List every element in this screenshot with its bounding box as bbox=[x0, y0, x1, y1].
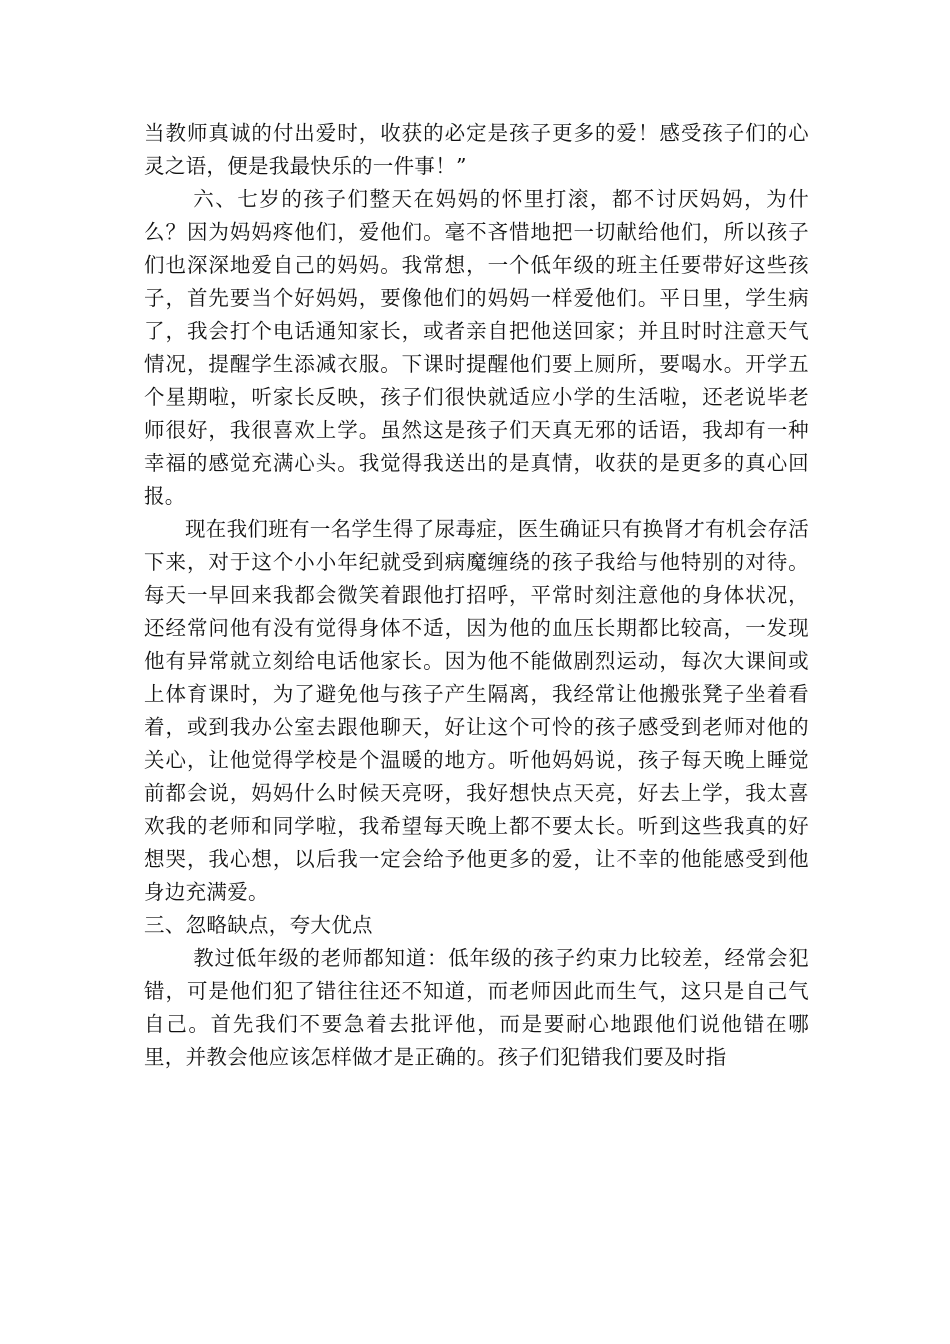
paragraph-continuation: 当教师真诚的付出爱时，收获的必定是孩子更多的爱！感受孩子们的心灵之语，便是我最快乐的一件事！” bbox=[144, 121, 809, 178]
paragraph-sick-student: 现在我们班有一名学生得了尿毒症，医生确证只有换肾才有机会存活下来，对于这个小小年纪就受到病魔缠绕的孩子我给与他特别的对待。每天一早回来我都会微笑着跟他打招呼，平常时刻注意他的身体状况，还经常问他有没有觉得身体不适，因为他的血压长期都比较高，一发现他有异常就立刻给电话他家长。因为他不能做剧烈运动，每次大课间或上体育课时，为了避免他与孩子产生隔离，我经常让他搬张凳子坐着看着，或到我办公室去跟他聊天，好让这个可怜的孩子感受到老师对他的关心，让他觉得学校是个温暖的地方。听他妈妈说，孩子每天晚上睡觉前都会说，妈妈什么时候天亮呀，我好想快点天亮，好去上学，我太喜欢我的老师和同学啦，我希望每天晚上都不要太长。听到这些我真的好想哭，我心想，以后我一定会给予他更多的爱，让不幸的他能感受到他身边充满爱。 bbox=[144, 517, 809, 904]
section-heading: 三、忽略缺点，夸大优点 bbox=[144, 913, 373, 937]
body-text bbox=[144, 117, 809, 1074]
paragraph-love-like-mother: 六、七岁的孩子们整天在妈妈的怀里打滚，都不讨厌妈妈，为什么？因为妈妈疼他们，爱他们。毫不吝惜地把一切献给他们，所以孩子们也深深地爱自己的妈妈。我常想，一个低年级的班主任要带好这些孩子，首先要当个好妈妈，要像他们的妈妈一样爱他们。平日里，学生病了，我会打个电话通知家长，或者亲自把他送回家；并且时时注意天气情况，提醒学生添减衣服。下课时提醒他们要上厕所，要喝水。开学五个星期啦，听家长反映，孩子们很快就适应小学的生活啦，还老说毕老师很好，我很喜欢上学。虽然这是孩子们天真无邪的话语，我却有一种幸福的感觉充满心头。我觉得我送出的是真情，收获的是更多的真心回报。 bbox=[144, 187, 809, 508]
paragraph-ignore-faults: 教过低年级的老师都知道：低年级的孩子约束力比较差，经常会犯错，可是他们犯了错往往还不知道，而老师因此而生气，这只是自己气自己。首先我们不要急着去批评他，而是要耐心地跟他们说他错在哪里，并教会他应该怎样做才是正确的。孩子们犯错我们要及时指 bbox=[144, 946, 809, 1069]
